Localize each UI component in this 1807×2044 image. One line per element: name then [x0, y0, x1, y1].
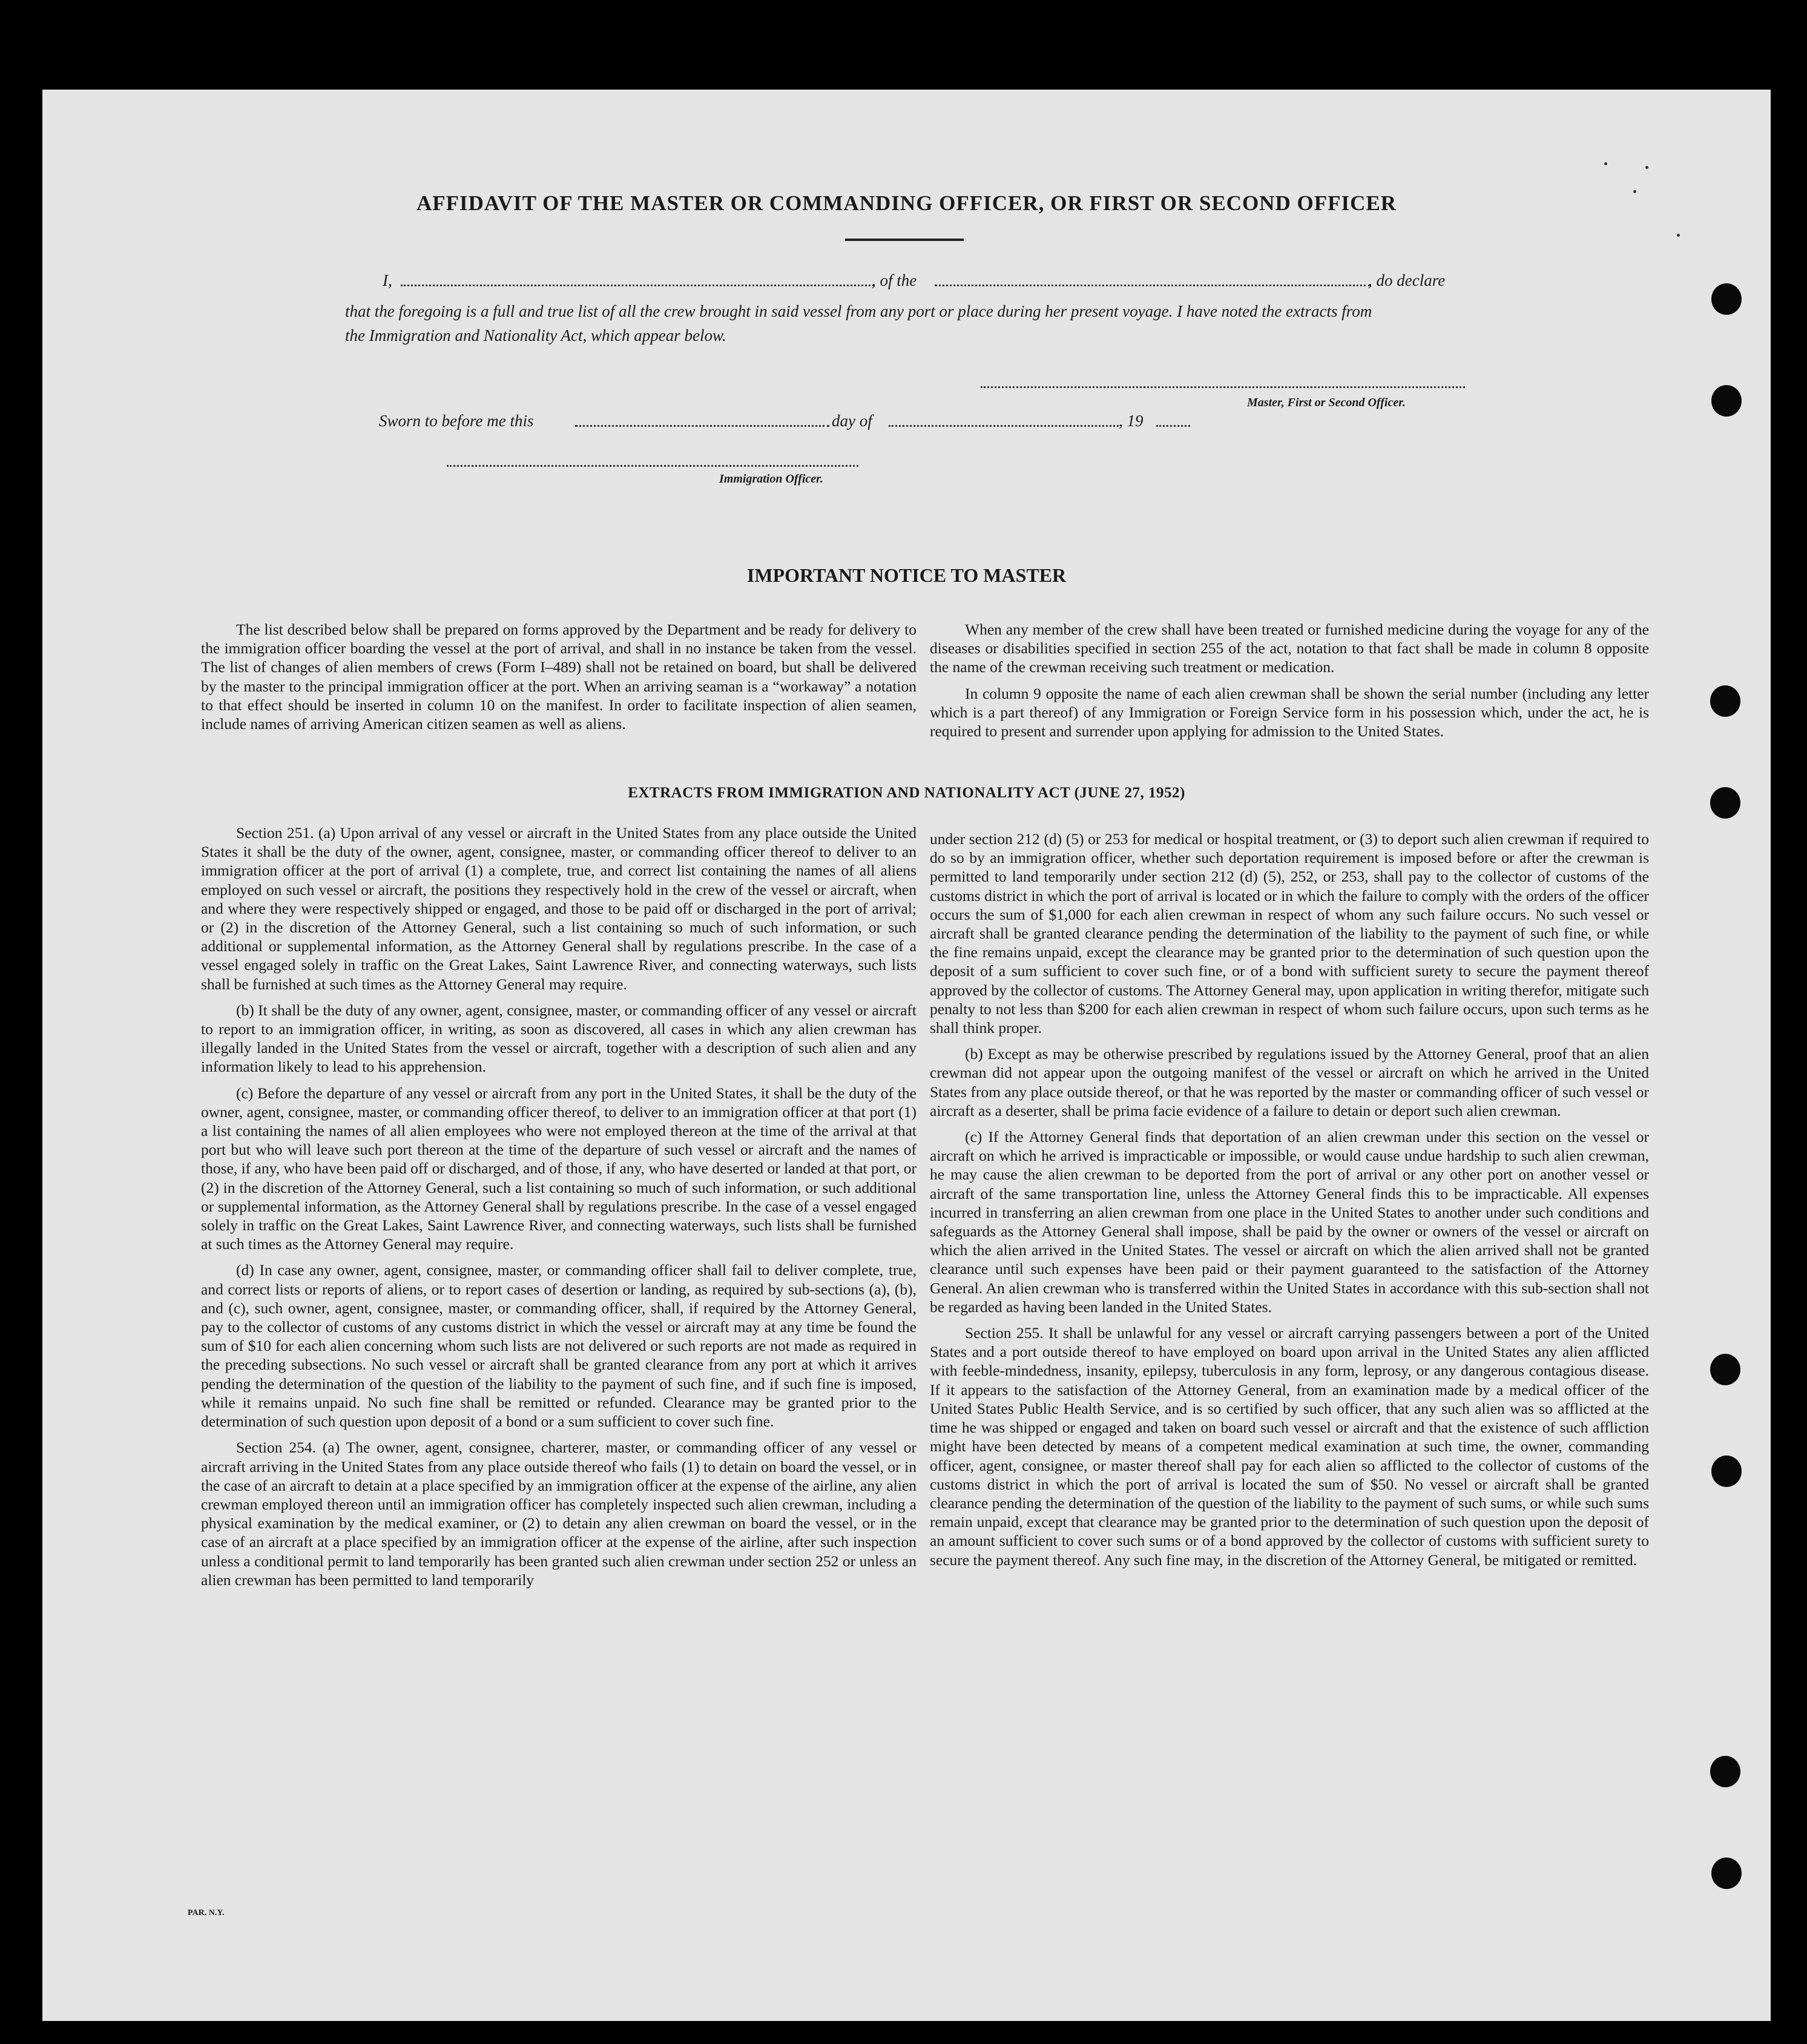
extract-paragraph: under section 212 (d) (5) or 253 for medical or hospital treatment, or (3) to deport such alien crewman if required to do so by an immigration officer, whether such deportation requirement is imposed before or after the crewman is permitted to land temporarily under section 212 (d) (5), 252, or 253, shall pay to the collector of customs of the customs district in which the port of arrival is located or in which the failure to comply with the orders of the officer occurs the sum of $1,000 for each alien crewman in respect of whom any such failure occurs. No such vessel or aircraft shall be granted clearance pending the determination of the liability to the payment of such fine, or while the fine remains unpaid, except the clearance may be granted prior to the determination of such question upon the deposit of a sum sufficient to cover such fine, or of a bond with sufficient surety to secure the payment thereof approved by the collector of customs. The Attorney General may, upon application in writing therefor, mitigate such penalty to not less than $200 for each alien crewman in respect of whom such failure occurs, upon such terms as he shall think proper. [930, 830, 1649, 1037]
speck [1645, 166, 1648, 169]
vessel-name-field[interactable] [935, 285, 1371, 286]
sworn-day-field[interactable] [575, 425, 829, 427]
notice-paragraph: When any member of the crew shall have been treated or furnished medicine during the voyage for any of the diseases or disabilities specified in section 255 of the act, notation to that fact shall be made in column 8 opposite the name of the crewman receiving such treatment or medication. [930, 621, 1649, 676]
declarant-name-field[interactable] [401, 285, 874, 286]
extracts-title: EXTRACTS FROM IMMIGRATION AND NATIONALITY ACT (JUNE 27, 1952) [628, 785, 1185, 801]
day-of-label: day of [832, 412, 872, 430]
officer-signature-label: Immigration Officer. [719, 472, 823, 486]
do-declare-label: , do declare [1368, 271, 1446, 289]
sworn-month-field[interactable] [889, 425, 1119, 427]
speck [1677, 234, 1680, 237]
extract-paragraph: (c) Before the departure of any vessel or aircraft from any port in the United States, it shall be the duty of the owner, agent, consignee, master, or commanding officer thereof, to deliver to an immigration officer at that port (1) a list containing the names of all alien employees who were not employed thereon at the time of the arrival at that port but who will leave such port thereon at the time of the departure of such vessel or aircraft and the names of those, if any, who have been paid off or discharged, and of those, if any, who have deserted or landed at that port, or (2) in the discretion of the Attorney General, such a list containing so much of such information, or such additional or supplemental information, as the Attorney General shall by regulations prescribe. In the case of a vessel engaged solely in traffic on the Great Lakes, Saint Lawrence River, and connecting waterways, such lists shall be furnished at such times as the Attorney General may require. [201, 1084, 917, 1253]
binder-hole [1711, 1456, 1742, 1487]
notice-paragraph: In column 9 opposite the name of each alien crewman shall be shown the serial number (including any letter which is a part thereof) of any Immigration or Foreign Service form in his possession which, under the act, he is required to present and surrender upon applying for admission to the United States. [930, 684, 1649, 740]
binder-hole [1711, 1858, 1742, 1889]
binder-hole [1710, 1354, 1740, 1385]
master-signature-label: Master, First or Second Officer. [1247, 396, 1406, 409]
printer-mark: PAR. N.Y. [188, 1908, 225, 1917]
affidavit-title: AFFIDAVIT OF THE MASTER OR COMMANDING OFFICER, OR FIRST OR SECOND OFFICER [416, 191, 1397, 215]
declarant-prefix: I, [383, 271, 392, 289]
extract-paragraph: Section 254. (a) The owner, agent, consignee, charterer, master, or commanding officer of any vessel or aircraft arriving in the United States from any place outside thereof who fails (1) to detain on board the vessel, or in the case of an aircraft to detain at a place specified by an immigration officer at the expense of the airline, any alien crewman employed thereon until an immigration officer has completely inspected such alien crewman, including a physical examination by the medical examiner, or (2) to detain any alien crewman on board the vessel, or in the case of an aircraft at a place specified by an immigration officer at the expense of the airline, after such inspection unless a conditional permit to land temporarily has been granted such alien crewman under section 252 or unless an alien crewman has been permitted to land temporarily [201, 1439, 917, 1589]
extracts-right-column [930, 829, 1649, 1577]
notice-title: IMPORTANT NOTICE TO MASTER [746, 564, 1067, 586]
officer-signature-field[interactable] [447, 465, 858, 467]
form-page [42, 90, 1771, 2021]
of-the-label: , of the [872, 271, 917, 289]
extract-paragraph: (d) In case any owner, agent, consignee, master, or commanding officer shall fail to deliver complete, true, and correct lists or reports of aliens, or to report cases of desertion or landing, as required by sub-sections (a), (b), and (c), such owner, agent, consignee, master, or commanding officer, shall, if required by the Attorney General, pay to the collector of customs of any customs district in which the vessel or aircraft may at any time be found the sum of $10 for each alien concerning whom such lists are not delivered or such reports are not made as required in the preceding subsections. No such vessel or aircraft shall be granted clearance from any port at which it arrives pending the determination of the question of the liability to the payment of such fine, and if such fine is imposed, while it remains unpaid. No such fine shall be remitted or refunded. Clearance may be granted prior to the determination of such question upon deposit of a bond or a sum sufficient to cover such fine. [201, 1261, 917, 1431]
extracts-left-column [201, 823, 917, 1597]
extract-paragraph: Section 251. (a) Upon arrival of any vessel or aircraft in the United States from any place outside the United States it shall be the duty of the owner, agent, consignee, master, or commanding officer thereof to deliver to an immigration officer at the port of arrival (1) a complete, true, and correct list containing the names of all aliens employed on such vessel or aircraft, the positions they respectively hold in the crew of the vessel or aircraft, when and where they were respectively shipped or engaged, and those to be paid off or discharged in the port of arrival; or (2) in the discretion of the Attorney General, such a list containing so much of such information, or such additional or supplemental information, as the Attorney General shall by regulations prescribe. In the case of a vessel engaged solely in traffic on the Great Lakes, Saint Lawrence River, and connecting waterways, such lists shall be furnished at such times as the Attorney General may require. [201, 824, 917, 993]
master-signature-field[interactable] [981, 386, 1465, 388]
extract-paragraph: (b) It shall be the duty of any owner, agent, consignee, master, or commanding officer of any vessel or aircraft to report to an immigration officer, in writing, as soon as discovered, all cases in which any alien crewman has illegally landed in the United States from the vessel or aircraft, together with a description of such alien and any information likely to lead to his apprehension. [201, 1001, 917, 1076]
binder-hole [1710, 1756, 1740, 1787]
extract-paragraph: (b) Except as may be otherwise prescribed by regulations issued by the Attorney General, proof that an alien crewman did not appear upon the outgoing manifest of the vessel or aircraft on which he arrived in the United States from any place outside thereof, or that he was reported by the master or commanding officer of such vessel or aircraft as a deserter, shall be prima facie evidence of a failure to detain or deport such alien crewman. [930, 1045, 1649, 1119]
declaration-text: that the foregoing is a full and true list of all the crew brought in said vessel from any port or place during her present voyage. I have noted the extracts from the Immigration and Nationality Act, which appear below. [345, 302, 1372, 345]
sworn-year-field[interactable] [1156, 425, 1190, 427]
binder-hole [1710, 685, 1740, 717]
notice-right-column [930, 620, 1649, 748]
binder-hole [1711, 283, 1742, 315]
extract-paragraph: (c) If the Attorney General finds that deportation of an alien crewman under this section on the vessel or aircraft on which he arrived is impracticable or impossible, or would cause undue hardship to such alien crewman, he may cause the alien crewman to be deported from the port of arrival or any other port on another vessel or aircraft of the same transportation line, unless the Attorney General finds this to be impracticable. All expenses incurred in transferring an alien crewman from one place in the United States to another under such conditions and safeguards as the Attorney General shall impose, shall be paid by the owner or owners of the vessel or aircraft on which the alien arrived in the United States. The vessel or aircraft on which the alien arrived shall not be granted clearance until such expenses have been paid or their payment guaranteed to the satisfaction of the Attorney General. An alien crewman who is transferred within the United States in accordance with this sub-section shall not be regarded as having been landed in the United States. [930, 1128, 1649, 1316]
extract-paragraph: Section 255. It shall be unlawful for any vessel or aircraft carrying passengers between a port of the United States and a port outside thereof to have employed on board upon arrival in the United States any alien afflicted with feeble-mindedness, insanity, epilepsy, tuberculosis in any form, leprosy, or any dangerous contagious disease. If it appears to the satisfaction of the Attorney General, from an examination made by a medical officer of the United States Public Health Service, and is so certified by such officer, that any such alien was so afflicted at the time he was shipped or engaged and taken on board such vessel or aircraft and that the existence of such affliction might have been detected by means of a competent medical examination at such time, the owner, commanding officer, agent, consignee, or master thereof shall pay for each alien so afflicted to the collector of customs of the customs district in which the port of arrival is located the sum of $50. No vessel or aircraft shall be granted clearance pending the determination of the question of the liability to the payment of such sums, or while such sums remain unpaid, except that clearance may be granted prior to the determination of such question upon the deposit of an amount sufficient to cover such sums or of a bond approved by the collector of customs with sufficient surety to secure the payment thereof. Any such fine may, in the discretion of the Attorney General, be mitigated or remitted. [930, 1324, 1649, 1569]
notice-paragraph: The list described below shall be prepared on forms approved by the Department and be ready for delivery to the immigration officer boarding the vessel at the port of arrival, and shall in no instance be taken from the vessel. The list of changes of alien members of crews (Form I–489) shall not be retained on board, but shall be delivered by the master to the principal immigration officer at the port. When an arriving seaman is a “workaway” a notation to that effect should be inserted in column 10 on the manifest. In order to facilitate inspection of alien seamen, include names of arriving American citizen seamen as well as aliens. [201, 621, 917, 733]
sworn-label: Sworn to before me this [379, 412, 534, 430]
speck [1604, 162, 1607, 165]
year-label: , 19 [1119, 412, 1144, 430]
notice-left-column [201, 620, 917, 740]
title-rule [845, 239, 964, 241]
binder-hole [1711, 385, 1742, 417]
